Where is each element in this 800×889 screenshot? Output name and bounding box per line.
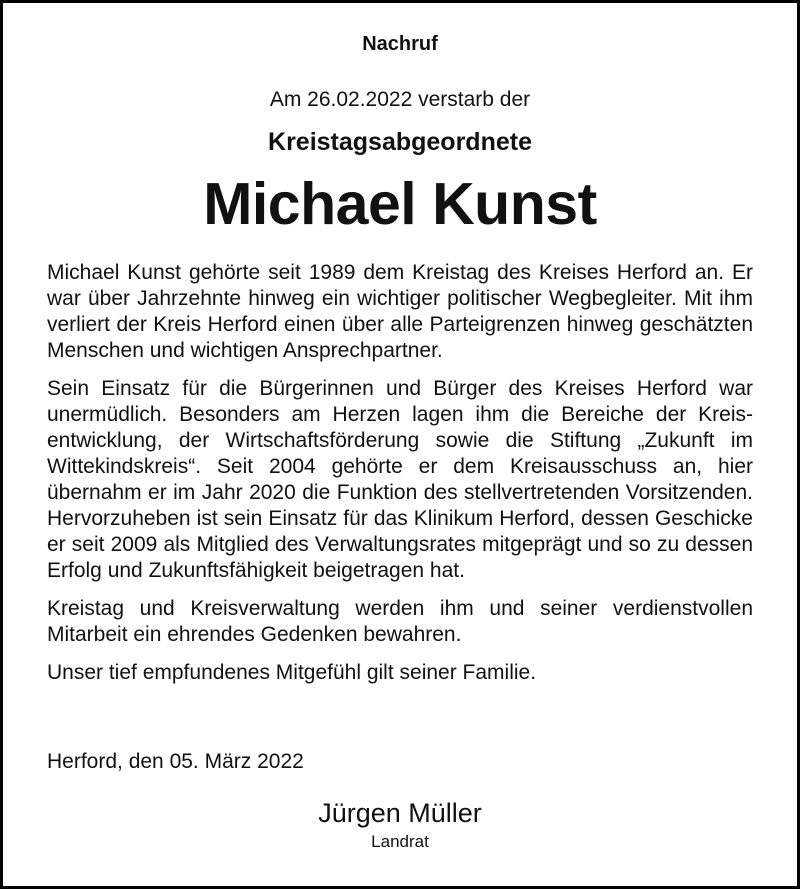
body-paragraph: Michael Kunst gehörte seit 1989 dem Kreistag des Kreises Herford an. Er war über Jahrzehnte hinweg ein wichtiger politischer Wegbegleiter. Mit ihm verliert der Kreis Herford einen über alle Parteigrenzen hinweg geschätzten Menschen und wichtigen Ansprechpartner.	[47, 261, 753, 362]
body-paragraph: Unser tief empfundenes Mitgefühl gilt seiner Familie.	[47, 661, 537, 684]
body-paragraph: Kreistag und Kreisverwaltung werden ihm und seiner verdienstvollen Mitarbeit ein ehrendes Gedenken bewahren.	[47, 597, 753, 646]
signer-role: Landrat	[371, 832, 429, 851]
deceased-title: Kreistagsabgeordnete	[268, 128, 532, 156]
intro-line: Am 26.02.2022 verstarb der	[269, 88, 531, 111]
body-paragraph: Sein Einsatz für die Bürgerinnen und Bürger des Kreises Herford war unermüdlich. Besonders am Herzen lagen ihm die Bereiche der Kreisentwicklung, der Wirtschaftsförderung sowie die Stiftung „Zukunft im Wittekindskreis“. Seit 2004 gehörte er dem Kreisausschuss an, hier übernahm er im Jahr 2020 die Funktion des stellvertretenden Vorsitzenden. Hervorzuheben ist sein Einsatz für das Klinikum Herford, dessen Geschicke er seit 2009 als Mitglied des Verwaltungsrates mitgeprägt und so zu dessen Erfolg und Zukunftsfähigkeit beigetragen hat.	[47, 377, 753, 582]
deceased-name: Michael Kunst	[203, 171, 597, 237]
place-date: Herford, den 05. März 2022	[47, 750, 304, 773]
notice-header: Nachruf	[362, 33, 438, 55]
signer-name: Jürgen Müller	[318, 798, 482, 828]
notice-body	[47, 260, 753, 712]
